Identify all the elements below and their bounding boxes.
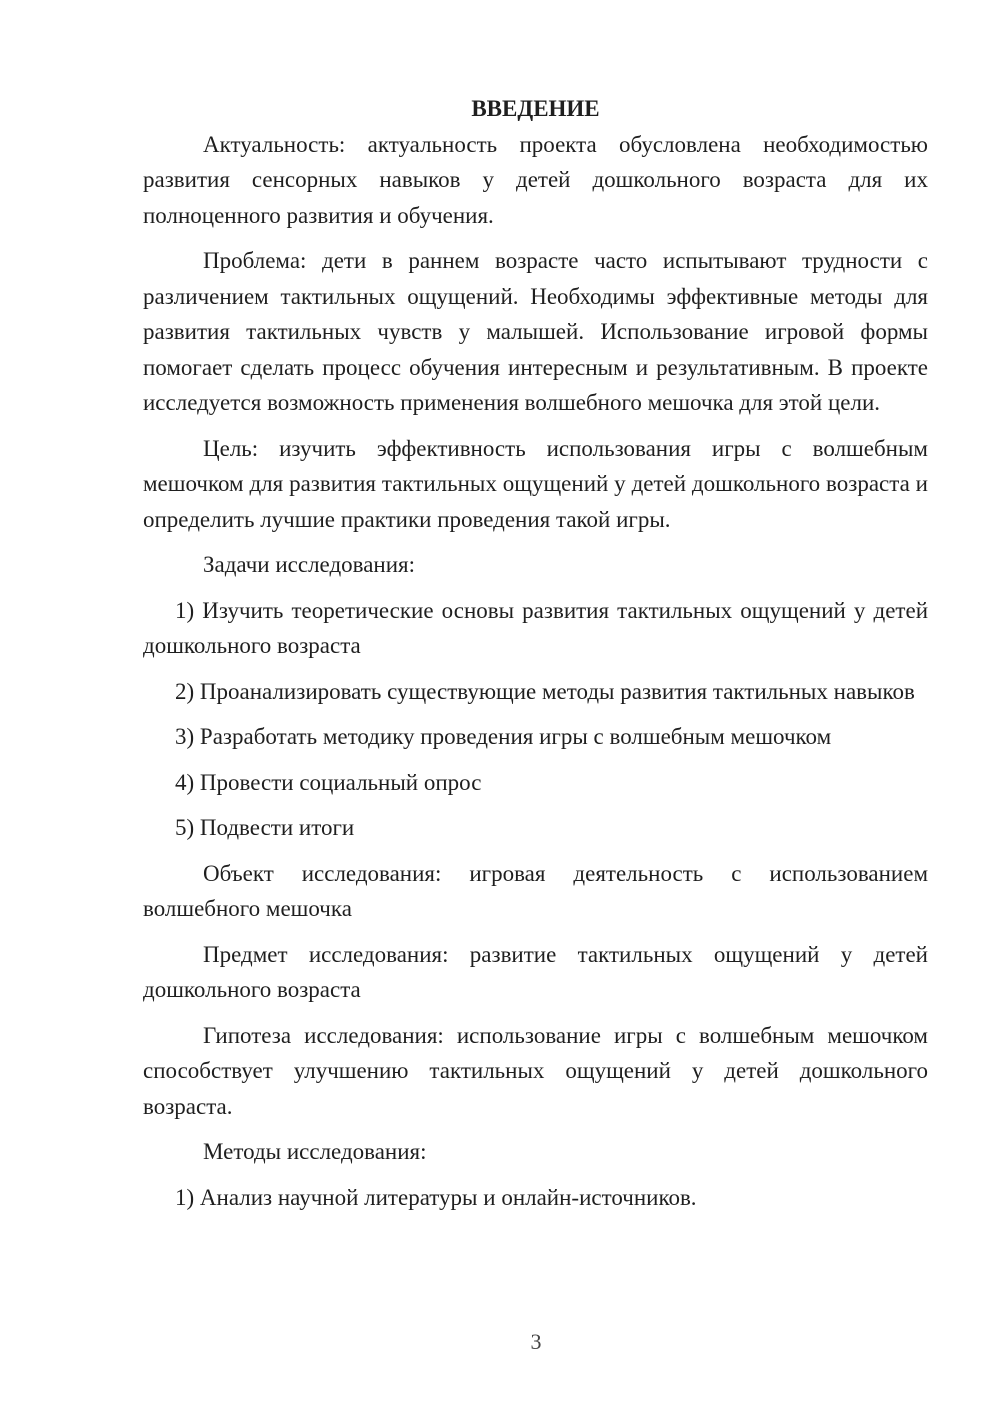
task-item-2: 2) Проанализировать существующие методы развития тактильных навыков [175,678,915,704]
task-item-4: 4) Провести социальный опрос [175,769,482,795]
object-paragraph: Объект исследования: игровая деятельность с использованием волшебного мешочка [143,860,928,921]
page-content [143,91,928,1215]
method-item-1: 1) Анализ научной литературы и онлайн-источников. [175,1184,697,1210]
page-number: 3 [530,1329,542,1354]
goal-paragraph: Цель: изучить эффективность использования игры с волшебным мешочком для развития тактильных ощущений у детей дошкольного возраста и определить лучшие практики проведения такой игры. [143,435,928,532]
subject-paragraph: Предмет исследования: развитие тактильных ощущений у детей дошкольного возраста [143,941,928,1002]
hypothesis-paragraph: Гипотеза исследования: использование игры с волшебным мешочком способствует улучшению тактильных ощущений у детей дошкольного возраста. [143,1022,928,1119]
task-item-5: 5) Подвести итоги [175,815,355,840]
relevance-paragraph: Актуальность: актуальность проекта обусловлена необходимостью развития сенсорных навыков у детей дошкольного возраста для их полноценного развития и обучения. [143,131,928,228]
section-heading: ВВЕДЕНИЕ [471,96,600,121]
task-item-1: 1) Изучить теоретические основы развития тактильных ощущений у детей дошкольного возраста [143,597,928,658]
methods-title: Методы исследования: [203,1139,427,1164]
task-item-3: 3) Разработать методику проведения игры с волшебным мешочком [175,724,832,749]
tasks-title: Задачи исследования: [203,552,416,577]
problem-paragraph: Проблема: дети в раннем возрасте часто испытывают трудности с различением тактильных ощущений. Необходимы эффективные методы для развития тактильных чувств у малышей. Использование игровой формы помогает сделать процесс обучения интересным и результативным. В проекте исследуется возможность применения волшебного мешочка для этой цели. [143,248,928,415]
